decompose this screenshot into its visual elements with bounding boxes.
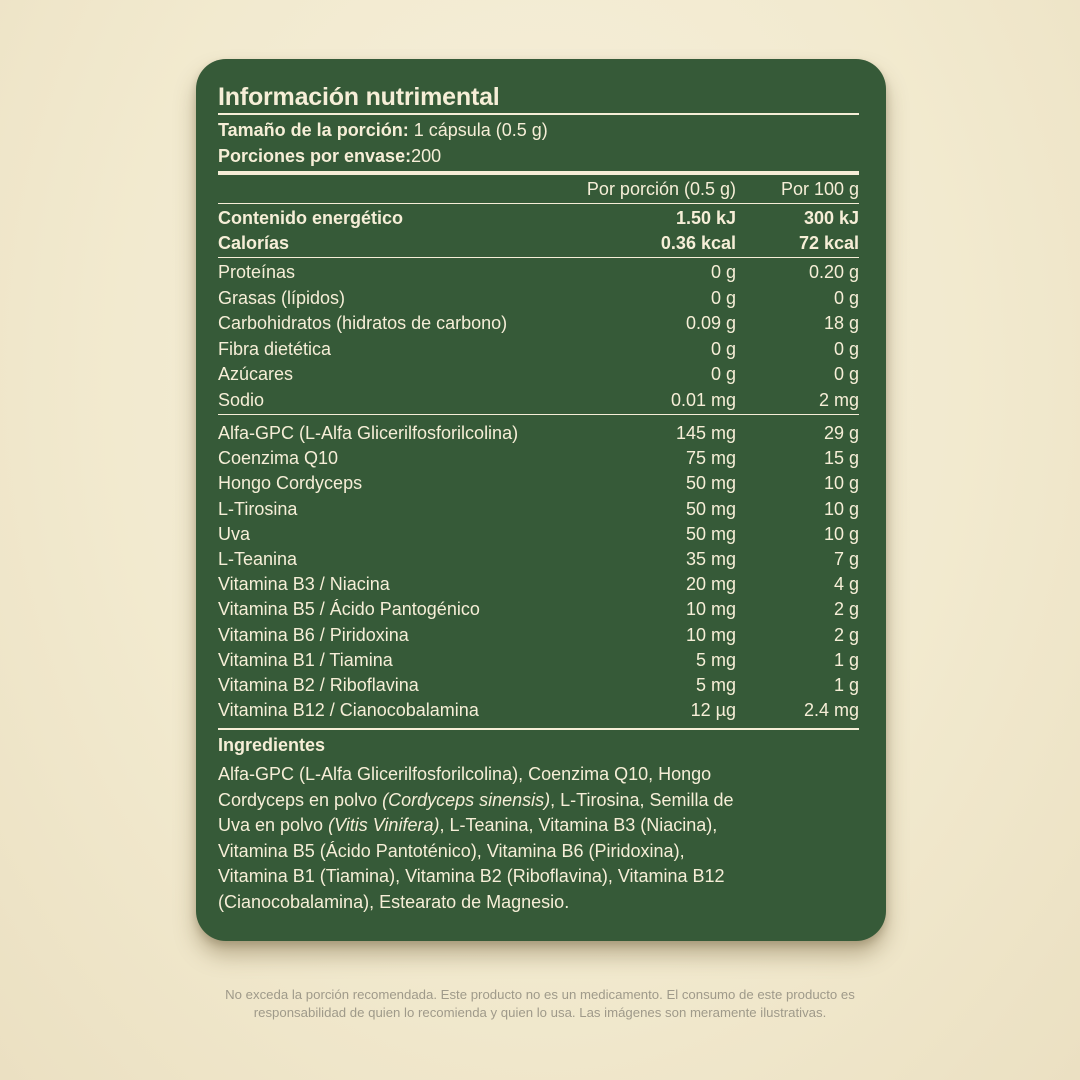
value-per-serving: 145 mg bbox=[675, 423, 736, 443]
ingredients-line bbox=[218, 788, 859, 814]
value-per-serving: 1.50 kJ bbox=[675, 208, 736, 228]
ingredient-text: (Cianocobalamina), Estearato de Magnesio. bbox=[218, 891, 570, 912]
title-divider bbox=[218, 113, 859, 115]
ingredients-title: Ingredientes bbox=[218, 735, 326, 755]
value-per-100g: 1 g bbox=[833, 675, 859, 695]
active-ingredient-row bbox=[218, 623, 859, 647]
active-ingredient-row bbox=[218, 547, 859, 571]
value-per-serving: 50 mg bbox=[685, 498, 736, 519]
disclaimer-line-1: No exceda la porción recomendada. Este producto no es un medicamento. El consumo de este producto es bbox=[225, 987, 855, 1002]
ingredient-scientific-name: (Cordyceps sinensis) bbox=[382, 789, 551, 810]
nutrient-name: Uva bbox=[218, 523, 251, 544]
ingredient-text: Uva en polvo bbox=[218, 815, 329, 835]
serving-size-label: Tamaño de la porción: bbox=[218, 120, 409, 140]
value-per-100g: 18 g bbox=[823, 313, 859, 333]
nutrient-name: Proteínas bbox=[218, 262, 296, 282]
nutrient-name: Alfa-GPC (L-Alfa Glicerilfosforilcolina) bbox=[218, 423, 519, 443]
value-per-100g: 300 kJ bbox=[803, 208, 859, 228]
ingredients-line bbox=[218, 813, 859, 839]
ingredient-text: Cordyceps en polvo bbox=[218, 789, 383, 810]
nutrient-name: Vitamina B12 / Cianocobalamina bbox=[218, 700, 479, 721]
value-per-100g: 29 g bbox=[823, 423, 859, 443]
ingredient-text: Alfa-GPC (L-Alfa Glicerilfosforilcolina), Coenzima Q10, Hongo bbox=[218, 764, 712, 784]
active-ingredient-row bbox=[218, 597, 859, 621]
column-header-per-serving: Por porción (0.5 g) bbox=[586, 179, 736, 199]
active-ingredient-row bbox=[218, 522, 859, 546]
nutrient-name: Azúcares bbox=[218, 364, 294, 384]
value-per-100g: 2 g bbox=[833, 624, 859, 645]
nutrient-name: Sodio bbox=[218, 389, 265, 410]
servings-per-container-value: 200 bbox=[411, 146, 442, 166]
value-per-100g: 10 g bbox=[823, 473, 859, 494]
value-per-serving: 10 mg bbox=[685, 624, 736, 645]
ingredient-text: Vitamina B5 (Ácido Pantoténico), Vitamina B6 (Piridoxina), bbox=[218, 840, 685, 861]
value-per-serving: 0 g bbox=[710, 364, 736, 384]
header-divider bbox=[218, 203, 859, 204]
value-per-100g: 10 g bbox=[823, 498, 859, 519]
value-per-100g: 4 g bbox=[833, 574, 859, 595]
active-ingredient-row bbox=[218, 471, 859, 495]
active-ingredient-row bbox=[218, 497, 859, 521]
label-title: Información nutrimental bbox=[218, 83, 500, 111]
actives-divider bbox=[218, 728, 859, 730]
energy-divider bbox=[218, 257, 859, 258]
ingredient-text: , L-Tirosina, Semilla de bbox=[550, 789, 734, 810]
value-per-100g: 1 g bbox=[833, 649, 859, 670]
nutrient-name: Vitamina B2 / Riboflavina bbox=[218, 675, 419, 695]
value-per-serving: 50 mg bbox=[685, 473, 736, 494]
active-ingredient-row bbox=[218, 673, 859, 697]
value-per-serving: 20 mg bbox=[685, 574, 736, 595]
ingredient-scientific-name: (Vitis Vinifera) bbox=[328, 815, 440, 835]
nutrient-name: Fibra dietética bbox=[218, 338, 332, 359]
nutrient-row bbox=[218, 260, 859, 284]
value-per-100g: 15 g bbox=[823, 448, 859, 469]
value-per-100g: 2 g bbox=[833, 599, 859, 620]
value-per-100g: 2 mg bbox=[818, 389, 859, 410]
value-per-serving: 5 mg bbox=[695, 675, 736, 695]
nutrient-name: Contenido energético bbox=[218, 208, 404, 228]
active-ingredient-row bbox=[218, 421, 859, 445]
serving-size-value: 1 cápsula (0.5 g) bbox=[413, 120, 548, 140]
disclaimer bbox=[100, 986, 980, 1022]
active-ingredient-row bbox=[218, 698, 859, 722]
value-per-100g: 0 g bbox=[833, 287, 859, 308]
nutrient-name: Carbohidratos (hidratos de carbono) bbox=[218, 313, 508, 333]
nutrient-name: L-Teanina bbox=[218, 549, 298, 569]
value-per-serving: 10 mg bbox=[685, 599, 736, 620]
active-ingredient-row bbox=[218, 446, 859, 470]
value-per-serving: 0 g bbox=[710, 287, 736, 308]
value-per-100g: 0 g bbox=[833, 364, 859, 384]
servings-per-container-label: Porciones por envase: bbox=[218, 146, 412, 166]
value-per-serving: 50 mg bbox=[685, 523, 736, 544]
disclaimer-line-2: responsabilidad de quien lo recomienda y quien lo usa. Las imágenes son meramente ilustrativas. bbox=[253, 1005, 827, 1020]
nutrition-facts-card bbox=[196, 59, 886, 941]
nutrient-name: Vitamina B3 / Niacina bbox=[218, 574, 390, 595]
ingredients-line bbox=[218, 839, 859, 865]
value-per-serving: 0 g bbox=[710, 262, 736, 282]
servings-per-container-line bbox=[218, 145, 859, 167]
nutrient-row bbox=[218, 337, 859, 361]
column-header-row bbox=[218, 177, 859, 201]
value-per-100g: 10 g bbox=[823, 523, 859, 544]
value-per-100g: 0.20 g bbox=[808, 262, 859, 282]
value-per-serving: 0.01 mg bbox=[670, 389, 736, 410]
value-per-serving: 0.36 kcal bbox=[660, 233, 736, 253]
nutrient-name: Vitamina B6 / Piridoxina bbox=[218, 624, 409, 645]
active-ingredient-row bbox=[218, 648, 859, 672]
thick-divider bbox=[218, 171, 859, 175]
nutrient-row bbox=[218, 362, 859, 386]
nutrient-name: Grasas (lípidos) bbox=[218, 287, 346, 308]
ingredient-text: , L-Teanina, Vitamina B3 (Niacina), bbox=[439, 815, 718, 835]
energy-row bbox=[218, 231, 859, 255]
value-per-100g: 72 kcal bbox=[798, 233, 859, 253]
nutrient-row bbox=[218, 311, 859, 335]
value-per-serving: 0 g bbox=[710, 338, 736, 359]
value-per-100g: 2.4 mg bbox=[803, 700, 859, 721]
serving-size-line bbox=[218, 119, 859, 141]
nutrient-name: Hongo Cordyceps bbox=[218, 473, 363, 494]
nutrient-name: Vitamina B1 / Tiamina bbox=[218, 649, 393, 670]
ingredients-line bbox=[218, 864, 859, 890]
value-per-100g: 7 g bbox=[833, 549, 859, 569]
ingredients-line bbox=[218, 890, 859, 916]
nutrient-name: Coenzima Q10 bbox=[218, 448, 339, 469]
ingredient-text: Vitamina B1 (Tiamina), Vitamina B2 (Riboflavina), Vitamina B12 bbox=[218, 866, 725, 886]
column-header-per-100g: Por 100 g bbox=[780, 179, 859, 199]
value-per-serving: 12 µg bbox=[690, 700, 736, 721]
value-per-serving: 0.09 g bbox=[685, 313, 736, 333]
value-per-100g: 0 g bbox=[833, 338, 859, 359]
active-ingredient-row bbox=[218, 572, 859, 596]
energy-row bbox=[218, 206, 859, 230]
nutrient-row bbox=[218, 388, 859, 412]
nutrient-name: L-Tirosina bbox=[218, 498, 298, 519]
ingredients-line bbox=[218, 762, 859, 788]
nutrients-divider bbox=[218, 414, 859, 415]
value-per-serving: 5 mg bbox=[695, 649, 736, 670]
value-per-serving: 75 mg bbox=[685, 448, 736, 469]
ingredients-text bbox=[218, 762, 859, 915]
value-per-serving: 35 mg bbox=[685, 549, 736, 569]
nutrient-name: Vitamina B5 / Ácido Pantogénico bbox=[218, 599, 480, 620]
nutrient-row bbox=[218, 286, 859, 310]
nutrient-name: Calorías bbox=[218, 233, 290, 253]
